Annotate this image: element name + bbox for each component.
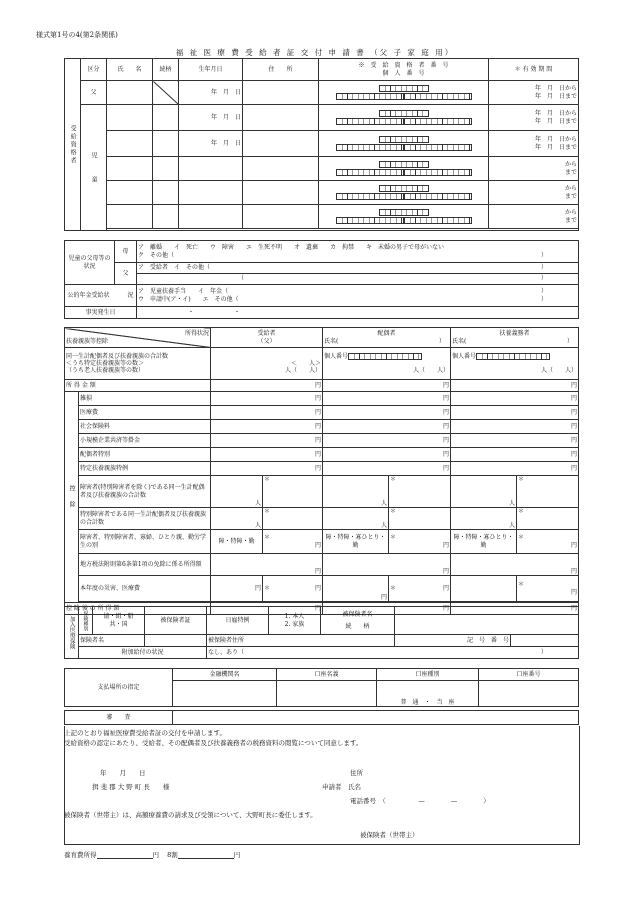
special-disabled-amount[interactable]: ＊ <box>389 508 451 530</box>
child2-valid-field: 年 月 日から 年 月 日まで <box>489 131 579 157</box>
status-father-options[interactable]: ア 受給者 イ その他（ ） <box>137 263 579 274</box>
declaration-line1: 上記のとおり福祉医療費受給者証の交付を申請します。 <box>64 729 226 737</box>
insurer-name-label: 保険者名 <box>79 635 145 647</box>
recipient-table <box>64 58 579 231</box>
deduction-row-label: 社会保険料 <box>79 420 211 434</box>
insured-card-label: 被保険者証 <box>145 607 207 635</box>
applicant-name[interactable]: 申請者 氏名 <box>322 783 361 791</box>
account-name-field[interactable] <box>277 681 377 707</box>
insured-signature[interactable]: 被保険者（世帯主） <box>360 831 419 839</box>
disaster-label: 本年度の災害、医療費 <box>79 576 211 602</box>
deduction-field[interactable]: 円 <box>211 448 323 462</box>
deduction-field[interactable]: 円 <box>323 420 451 434</box>
widow-option-spouse[interactable]: 障・特障・寡ひとり・勤 <box>323 530 389 554</box>
income-header-corner: 所得状況 扶養親族等控除 <box>65 328 211 348</box>
local-tax-field[interactable]: 円 <box>323 554 451 576</box>
widow-amount[interactable]: ＊ 円 <box>517 530 579 554</box>
status-label: 児童の父母等の状況 <box>65 241 115 285</box>
col-relation: 続柄 <box>153 59 179 81</box>
insured-name-field[interactable] <box>395 607 579 635</box>
father-name-field[interactable] <box>107 81 153 105</box>
deduction-row-label: 配偶者特別 <box>79 448 211 462</box>
deduction-field[interactable]: 円 <box>451 462 579 476</box>
form-number: 様式第1号の4(第2条関係) <box>36 31 118 39</box>
widow-amount[interactable]: ＊ 円 <box>389 530 451 554</box>
insurance-label: 加入医療保険 <box>65 607 79 659</box>
child4-name-field[interactable] <box>107 181 153 205</box>
special-disabled-count[interactable]: 人 <box>451 508 517 530</box>
col-name: 氏 名 <box>107 59 153 81</box>
child5-address-field[interactable] <box>243 205 319 229</box>
applicant-phone[interactable]: 電話番号 （ — — ） <box>350 797 490 805</box>
child1-name-field[interactable] <box>107 105 153 131</box>
supporter-dependents-field[interactable]: 個人番号 人（ 人） <box>451 348 579 380</box>
special-disabled-count[interactable]: 人 <box>323 508 389 530</box>
disaster-star-field[interactable]: ＊ 円 <box>517 576 579 602</box>
deduction-field[interactable]: 円 <box>323 434 451 448</box>
child5-number-field[interactable] <box>319 205 489 229</box>
child3-name-field[interactable] <box>107 157 153 181</box>
recipient-dependents-field[interactable]: ＜ 人＞ 人（ 人） <box>211 348 323 380</box>
status-mother-options[interactable]: ア 離婚 イ 死亡 ウ 障害 エ 生死不明 オ 遺棄 カ 拘禁 キ 未婚の男子で母がいない ク その他（ ） <box>137 241 579 263</box>
deduction-field[interactable]: 円 <box>211 406 323 420</box>
account-type-field[interactable]: 普 通 ・ 当 座 <box>377 681 479 707</box>
child5-valid-field: から まで <box>489 205 579 229</box>
daily-label: 日雇特例 <box>207 607 269 635</box>
declaration-date[interactable]: 年 月 日 <box>100 769 146 777</box>
child4-dob-field[interactable] <box>179 181 243 205</box>
special-disabled-count[interactable]: 人 <box>211 508 263 530</box>
col-kubun: 区分 <box>81 59 107 81</box>
insurance-type-label: 保険種別 <box>79 607 93 635</box>
deduction-field[interactable]: 円 <box>211 420 323 434</box>
insurance-type-options[interactable]: 協・組・船 共・国 <box>93 607 145 635</box>
child5-name-field[interactable] <box>107 205 153 229</box>
insurer-name-field[interactable] <box>145 635 207 647</box>
deduction-field[interactable]: 円 <box>323 462 451 476</box>
child2-name-field[interactable] <box>107 131 153 157</box>
deduction-field[interactable]: 円 <box>211 392 323 406</box>
local-tax-field[interactable]: 円 <box>451 554 579 576</box>
dependents-label: 同一生計配偶者及び扶養親族の合計数 ＜うち特定扶養親族等の数＞ （うち老人扶養親族等の数） <box>65 348 211 380</box>
extra-benefit-field[interactable]: なし、あり（ ） <box>207 647 579 659</box>
deduction-row-label: 特定扶養親族特例 <box>79 462 211 476</box>
father-label: 父 <box>81 81 107 105</box>
widow-option-supporter[interactable]: 障・特障・寡ひとり・勤 <box>451 530 517 554</box>
review-field <box>173 711 579 725</box>
hdr-recipient: 受給者 （父） <box>211 328 323 348</box>
deduction-field[interactable]: 円 <box>323 392 451 406</box>
supporter-income-field[interactable]: 円 <box>451 380 579 392</box>
delegation-text: 被保険者（世帯主）は、高額療養費の請求及び受領について、大野町長に委任します。 <box>64 811 317 819</box>
child3-address-field[interactable] <box>243 157 319 181</box>
applicant-address[interactable]: 住所 <box>350 769 363 777</box>
disabled-count-field[interactable]: 人 <box>451 476 517 508</box>
child3-relation-field[interactable] <box>153 157 179 181</box>
deduction-field[interactable]: 円 <box>211 434 323 448</box>
deduction-row-label: 雑損 <box>79 392 211 406</box>
pension-label: 公的年金受給状 況 <box>65 285 137 307</box>
income-table <box>64 327 579 615</box>
child2-relation-field[interactable] <box>153 131 179 157</box>
child5-relation-field[interactable] <box>153 205 179 229</box>
disaster-star-field[interactable]: ＊ 円 <box>263 576 323 602</box>
bank-label: 金融機関名 <box>173 669 277 681</box>
disabled-amount-field[interactable]: ＊ <box>517 476 579 508</box>
symbol-number-label: 記 号 番 号 <box>395 635 511 647</box>
after-deduction-field[interactable]: 円 <box>451 603 579 615</box>
local-tax-field[interactable]: 円 <box>211 554 323 576</box>
child2-number-field[interactable] <box>319 131 489 157</box>
child2-address-field[interactable] <box>243 131 319 157</box>
event-date-label: 事実発生日 <box>65 307 137 319</box>
symbol-number-field[interactable] <box>511 635 579 647</box>
widow-label: 障害者、特別障害者、寡婦、ひとり親、勤労学生の別 <box>79 530 211 554</box>
event-date-field[interactable]: ・ ・ <box>137 307 579 319</box>
disabled-count-field[interactable]: 人 <box>323 476 389 508</box>
status-mother-label: 母 <box>115 241 137 263</box>
spouse-dependents-field[interactable]: 個人番号 人（ 人） <box>323 348 451 380</box>
child1-valid-field: 年 月 日から 年 月 日まで <box>489 105 579 131</box>
child4-valid-field: から まで <box>489 181 579 205</box>
review-table <box>64 710 579 725</box>
deduction-field[interactable]: 円 <box>323 448 451 462</box>
col-number: ※ 受 給 資 格 者 番 号 個 人 番 号 <box>319 59 489 81</box>
deduction-field[interactable]: 円 <box>451 392 579 406</box>
father-relation-field[interactable] <box>153 81 179 105</box>
insured-relation-options[interactable]: 1. 本人 2. 家族 <box>269 607 321 635</box>
disaster-star-field[interactable]: ＊ 円 <box>389 576 451 602</box>
special-disabled-amount[interactable]: ＊ <box>263 508 323 530</box>
child1-dob-field[interactable]: 年 月 日 <box>179 105 243 131</box>
parent-status-table <box>64 240 579 319</box>
after-deduction-label: 控 除 後 の 所 得 額 <box>65 603 211 615</box>
child-label: 児 童 <box>81 105 107 231</box>
account-number-label: 口座番号 <box>479 669 579 681</box>
child1-relation-field[interactable] <box>153 105 179 131</box>
col-dob: 生年月日 <box>179 59 243 81</box>
father-dob-field[interactable]: 年 月 日 <box>179 81 243 105</box>
account-name-label: 口座名義 <box>277 669 377 681</box>
account-type-label: 口座種別 <box>377 669 479 681</box>
child4-relation-field[interactable] <box>153 181 179 205</box>
insurance-table <box>64 606 579 659</box>
recipient-income-field[interactable]: 円 <box>211 380 323 392</box>
pension-options[interactable]: ア 児童扶養手当 イ 年金（ ） ウ 申請中(ア・イ) エ その他（ ） <box>137 285 579 307</box>
status-father-other[interactable]: （ ） <box>137 274 579 285</box>
deduction-field[interactable]: 円 <box>323 406 451 420</box>
widow-option-recipient[interactable]: 障・特障・勤 <box>211 530 263 554</box>
hdr-spouse: 配偶者 氏名( ） <box>323 328 451 348</box>
deduction-field[interactable]: 円 <box>451 420 579 434</box>
child4-number-field[interactable] <box>319 181 489 205</box>
widow-amount[interactable]: ＊ 円 <box>263 530 323 554</box>
col-address: 住 所 <box>243 59 319 81</box>
child3-dob-field[interactable] <box>179 157 243 181</box>
spouse-income-field[interactable]: 円 <box>323 380 451 392</box>
declaration-line2: 受給資格の認定にあたり、受給者、その配偶者及び扶養義務者の税務資料の閲覧について同意します。 <box>64 739 363 747</box>
deduction-label: 控 除 <box>65 392 79 603</box>
deduction-row-label: 小規模企業共済等掛金 <box>79 434 211 448</box>
deduction-field[interactable]: 円 <box>451 448 579 462</box>
child3-number-field[interactable] <box>319 157 489 181</box>
disaster-field[interactable] <box>451 576 517 602</box>
local-tax-label: 地方税法附則第6条第1項の免除に係る所得額 <box>79 554 211 576</box>
father-valid-field: 年 月 日から 年 月 日まで <box>489 81 579 105</box>
bank-field[interactable] <box>173 681 277 707</box>
recipient-section-label: 受給資格者 <box>65 59 81 231</box>
disabled-amount-field[interactable]: ＊ <box>389 476 451 508</box>
deduction-field[interactable]: 円 <box>211 462 323 476</box>
status-father-label: 父 <box>115 263 137 285</box>
form-title: 福 祉 医 療 費 受 給 者 証 交 付 申 請 書 （父 子 家 庭 用） <box>175 48 455 57</box>
addressee: 揖 斐 郡 大 野 町 長 様 <box>92 783 170 791</box>
child3-valid-field: から まで <box>489 157 579 181</box>
after-deduction-field[interactable]: 円 <box>323 603 451 615</box>
child1-address-field[interactable] <box>243 105 319 131</box>
account-number-field[interactable] <box>479 681 579 707</box>
child1-number-field[interactable] <box>319 105 489 131</box>
payment-label: 支払場所の指定 <box>65 669 173 707</box>
disabled-amount-field[interactable]: ＊ <box>263 476 323 508</box>
special-disabled-amount[interactable]: ＊ <box>517 508 579 530</box>
income-amount-label: 所 得 金 額 <box>65 380 211 392</box>
deduction-field[interactable]: 円 <box>451 434 579 448</box>
special-disabled-label: 特別障害者である同一生計配偶者及び扶養親族の合計数 <box>79 508 211 530</box>
child4-address-field[interactable] <box>243 181 319 205</box>
father-number-field[interactable] <box>319 81 489 105</box>
disabled-count-field[interactable]: 人 <box>211 476 263 508</box>
after-deduction-field[interactable]: 円 <box>211 603 323 615</box>
col-valid: ＊ 有 効 期 間 <box>489 59 579 81</box>
hdr-supporter: 扶養義務者 氏名( ） <box>451 328 579 348</box>
extra-benefit-label: 附加給付の状況 <box>79 647 207 659</box>
disaster-field[interactable]: 円 <box>211 576 263 602</box>
deduction-row-label: 医療費 <box>79 406 211 420</box>
child-support-income[interactable]: 養育費所得 円 8割 円 <box>64 851 241 859</box>
father-address-field[interactable] <box>243 81 319 105</box>
payment-table <box>64 668 579 707</box>
child5-dob-field[interactable] <box>179 205 243 229</box>
review-label: 審 査 <box>65 711 173 725</box>
child2-dob-field[interactable]: 年 月 日 <box>179 131 243 157</box>
insured-name-relation-labels: 被保険者名 続 柄 <box>321 607 395 635</box>
deduction-field[interactable]: 円 <box>451 406 579 420</box>
disaster-field[interactable]: 円 <box>323 576 389 602</box>
disabled-dependents-label: 障害者(特別障害者を除く)である同一生計配偶者及び扶養親族の合計数 <box>79 476 211 508</box>
insured-address-label: 被保険者住所 <box>207 635 395 647</box>
